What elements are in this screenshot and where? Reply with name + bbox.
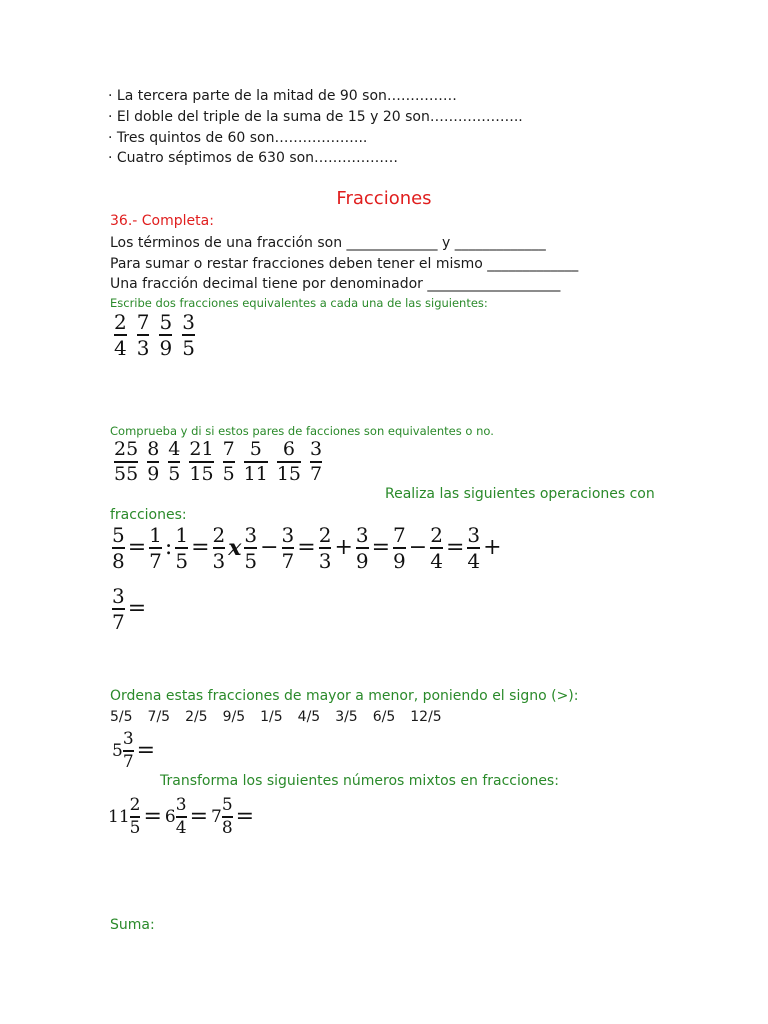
bullet-line-3: · Tres quintos de 60 son……………….. bbox=[108, 130, 368, 146]
numerator: 2 bbox=[114, 310, 127, 334]
numerator: 3 bbox=[112, 584, 125, 608]
numerator: 3 bbox=[310, 438, 323, 460]
completa-line-1: Los términos de una fracción son _____________ y _____________ bbox=[110, 235, 546, 251]
math-symbol: = bbox=[127, 535, 147, 561]
denominator: 7 bbox=[149, 548, 162, 573]
ordena-instruction: Ordena estas fracciones de mayor a menor, poniendo el signo (>): bbox=[110, 688, 579, 704]
denominator: 9 bbox=[355, 548, 369, 573]
ordena-value: 6/5 bbox=[372, 709, 396, 725]
denominator: 5 bbox=[182, 335, 195, 360]
denominator: 8 bbox=[221, 817, 233, 838]
bullet-line-1: · La tercera parte de la mitad de 90 son…………… bbox=[108, 88, 457, 104]
whole-part: 5 bbox=[112, 740, 123, 761]
numerator: 3 bbox=[355, 523, 369, 547]
denominator: 4 bbox=[114, 335, 127, 360]
denominator: 4 bbox=[175, 817, 187, 838]
operaciones-last bbox=[112, 586, 149, 632]
section-36-heading: 36.- Completa: bbox=[110, 213, 214, 229]
fraction bbox=[282, 525, 295, 571]
fraction bbox=[130, 797, 141, 837]
fraction bbox=[114, 440, 138, 484]
ordena-value: 5/5 bbox=[110, 709, 133, 725]
fraction bbox=[176, 797, 187, 837]
denominator: 5 bbox=[244, 548, 258, 573]
fraction bbox=[114, 312, 127, 358]
fraction bbox=[213, 525, 226, 571]
denominator: 8 bbox=[112, 548, 125, 573]
math-symbol: = bbox=[371, 535, 391, 561]
fraction bbox=[244, 440, 268, 484]
bullet-line-2: · El doble del triple de la suma de 15 y 20 son……………….. bbox=[108, 109, 523, 125]
denominator: 9 bbox=[159, 335, 173, 360]
completa-line-2: Para sumar o restar fracciones deben tener el mismo _____________ bbox=[110, 256, 579, 272]
numerator: 2 bbox=[129, 795, 141, 815]
ordena-value: 3/5 bbox=[335, 709, 358, 725]
operaciones-expression bbox=[112, 525, 505, 571]
numerator: 6 bbox=[282, 438, 295, 460]
fraction bbox=[112, 525, 125, 571]
ordena-value: 7/5 bbox=[147, 709, 171, 725]
fraction bbox=[137, 312, 150, 358]
numerator: 1 bbox=[149, 523, 162, 547]
ordena-value: 9/5 bbox=[222, 709, 246, 725]
math-symbol: = bbox=[127, 596, 147, 622]
fraction bbox=[393, 525, 406, 571]
bullet-line-4: · Cuatro séptimos de 630 son……………… bbox=[108, 150, 399, 166]
math-symbol: = bbox=[136, 738, 156, 764]
comprueba-instruction: Comprueba y di si estos pares de facciones son equivalentes o no. bbox=[110, 424, 494, 438]
denominator: 11 bbox=[243, 462, 268, 485]
fraction bbox=[356, 525, 369, 571]
numerator: 5 bbox=[221, 795, 233, 815]
ordena-value: 2/5 bbox=[185, 709, 208, 725]
fraction bbox=[223, 440, 235, 484]
fraction bbox=[277, 440, 301, 484]
fraction bbox=[467, 525, 480, 571]
math-symbol: − bbox=[408, 535, 428, 561]
fraction bbox=[430, 525, 443, 571]
operaciones-instruction-2: fracciones: bbox=[110, 507, 187, 523]
fraction bbox=[168, 440, 180, 484]
math-symbol: − bbox=[260, 535, 279, 561]
fraction bbox=[112, 586, 125, 632]
denominator: 3 bbox=[212, 548, 226, 573]
numerator: 3 bbox=[175, 795, 187, 815]
comprueba-fractions bbox=[114, 440, 331, 484]
whole-part: 11 bbox=[108, 806, 130, 827]
math-symbol: = bbox=[143, 804, 162, 830]
denominator: 5 bbox=[168, 462, 181, 485]
fraction bbox=[189, 440, 213, 484]
denominator: 3 bbox=[136, 335, 150, 360]
operaciones-instruction-1: Realiza las siguientes operaciones con bbox=[385, 486, 655, 502]
numerator: 3 bbox=[182, 310, 195, 334]
fraction bbox=[149, 525, 162, 571]
numerator: 3 bbox=[281, 523, 295, 547]
denominator: 5 bbox=[129, 817, 141, 838]
ordena-values bbox=[110, 709, 457, 725]
whole-part: 6 bbox=[164, 806, 176, 827]
denominator: 3 bbox=[318, 548, 332, 573]
math-symbol: = bbox=[297, 535, 316, 561]
numerator: 8 bbox=[147, 438, 160, 460]
numerator: 4 bbox=[168, 438, 181, 460]
numerator: 7 bbox=[222, 438, 235, 460]
ordena-value: 12/5 bbox=[410, 709, 442, 725]
numerator: 7 bbox=[393, 523, 406, 547]
fraction bbox=[182, 312, 195, 358]
ordena-value: 4/5 bbox=[297, 709, 321, 725]
denominator: 15 bbox=[189, 462, 214, 485]
denominator: 5 bbox=[222, 462, 235, 485]
numerator: 3 bbox=[467, 523, 481, 547]
numerator: 5 bbox=[112, 523, 125, 547]
math-symbol: = bbox=[235, 804, 255, 830]
numerator: 3 bbox=[122, 729, 134, 749]
numerator: 2 bbox=[430, 523, 443, 547]
suma-label: Suma: bbox=[110, 917, 155, 933]
math-symbol: + bbox=[483, 535, 502, 561]
numerator: 2 bbox=[212, 523, 226, 547]
numerator: 5 bbox=[159, 310, 173, 334]
fraction bbox=[319, 525, 332, 571]
denominator: 4 bbox=[467, 548, 481, 573]
numerator: 5 bbox=[249, 438, 262, 460]
denominator: 9 bbox=[147, 462, 160, 485]
transforma-expression bbox=[108, 797, 257, 837]
denominator: 5 bbox=[175, 548, 189, 573]
page-title: Fracciones bbox=[336, 188, 432, 209]
fraction bbox=[244, 525, 257, 571]
numerator: 25 bbox=[114, 438, 139, 460]
numerator: 2 bbox=[318, 523, 332, 547]
ordena-value: 1/5 bbox=[260, 709, 283, 725]
equivalentes-instruction: Escribe dos fracciones equivalentes a cada una de las siguientes: bbox=[110, 296, 488, 310]
numerator: 7 bbox=[136, 310, 150, 334]
denominator: 7 bbox=[112, 609, 125, 634]
math-symbol: = bbox=[189, 804, 208, 830]
math-symbol: + bbox=[334, 535, 353, 561]
fraction bbox=[222, 797, 233, 837]
transforma-instruction: Transforma los siguientes números mixtos en fracciones: bbox=[160, 773, 559, 789]
whole-part: 7 bbox=[211, 806, 222, 827]
numerator: 3 bbox=[244, 523, 258, 547]
denominator: 4 bbox=[430, 548, 443, 573]
denominator: 9 bbox=[393, 548, 406, 573]
mixed-number-1 bbox=[112, 731, 158, 771]
denominator: 55 bbox=[114, 462, 139, 485]
denominator: 7 bbox=[281, 548, 295, 573]
denominator: 7 bbox=[122, 751, 134, 772]
fraction bbox=[159, 312, 172, 358]
numerator: 21 bbox=[189, 438, 214, 460]
denominator: 7 bbox=[310, 462, 323, 485]
denominator: 15 bbox=[276, 462, 302, 485]
numerator: 1 bbox=[175, 523, 189, 547]
math-symbol: : bbox=[164, 535, 173, 561]
equivalentes-fractions bbox=[114, 312, 205, 358]
math-symbol: = bbox=[445, 535, 465, 561]
fraction bbox=[123, 731, 134, 771]
math-symbol: x bbox=[228, 534, 242, 561]
completa-line-3: Una fracción decimal tiene por denominador ___________________ bbox=[110, 276, 561, 292]
fraction bbox=[310, 440, 322, 484]
fraction bbox=[175, 525, 188, 571]
math-symbol: = bbox=[191, 535, 210, 561]
fraction bbox=[147, 440, 159, 484]
